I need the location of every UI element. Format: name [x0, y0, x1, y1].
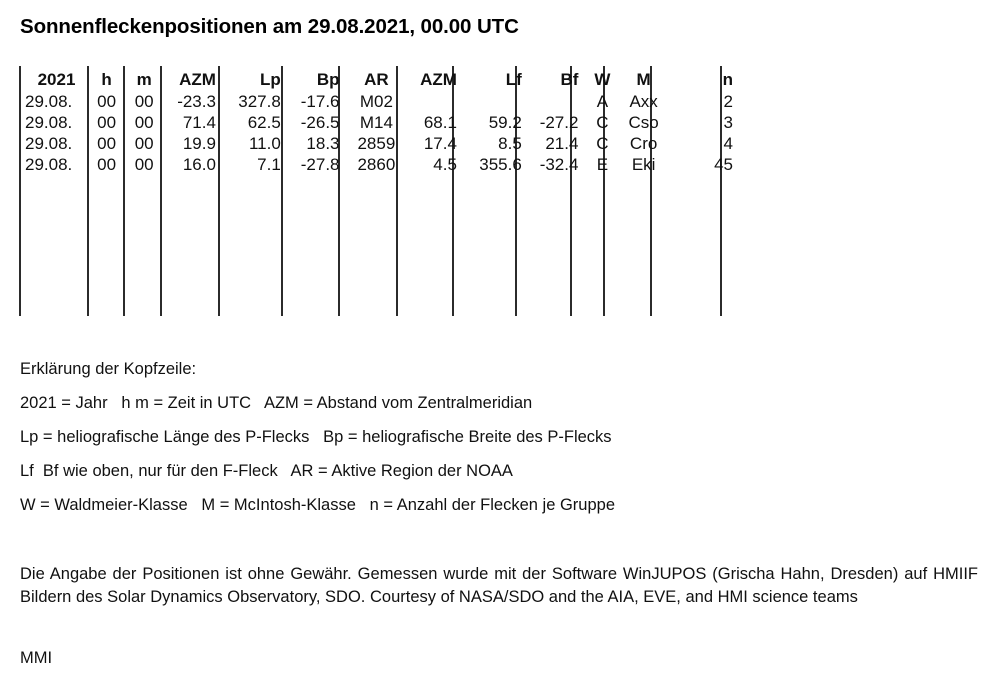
page-title: Sonnenfleckenpositionen am 29.08.2021, 00.00 UTC: [20, 15, 519, 38]
cell-w: C: [596, 113, 609, 132]
column-header-h: h: [101, 70, 112, 89]
signature: MMI: [20, 649, 53, 667]
column-header-azmp: AZM: [179, 70, 216, 89]
cell-lp: 62.5: [247, 113, 281, 132]
cell-ar: 2859: [357, 134, 396, 153]
cell-azmf: 68.1: [423, 113, 457, 132]
cell-azmf: 17.4: [423, 134, 457, 153]
legend-line-1: 2021 = Jahr h m = Zeit in UTC AZM = Abstand vom Zentralmeridian: [20, 394, 533, 412]
cell-m: 00: [134, 113, 154, 132]
column-header-ar: AR: [364, 70, 389, 89]
cell-azmf: [406, 91, 464, 112]
cell-lp: 7.1: [257, 155, 281, 174]
cell-lf: [464, 91, 529, 112]
cell-m: 00: [134, 92, 154, 111]
sunspot-position-table: [18, 66, 740, 316]
cell-m2: Cro: [629, 134, 658, 153]
table-header-row: [18, 66, 740, 91]
cell-n: 3: [723, 113, 733, 132]
cell-m2: Cso: [628, 113, 659, 132]
cell-ar: M02: [359, 92, 393, 111]
cell-date: 29.08.: [25, 92, 73, 111]
cell-n: 4: [723, 134, 733, 153]
cell-lf: 355.6: [479, 155, 522, 174]
cell-h: 00: [97, 134, 117, 153]
cell-date: 29.08.: [25, 134, 73, 153]
cell-lp: 327.8: [238, 92, 281, 111]
cell-h: 00: [97, 92, 117, 111]
cell-azmp: 71.4: [182, 113, 216, 132]
cell-bf: [529, 91, 586, 112]
column-header-n: n: [722, 70, 733, 89]
table-row: [18, 133, 740, 154]
cell-h: 00: [97, 155, 117, 174]
column-header-lp: Lp: [260, 70, 281, 89]
cell-ar: 2860: [357, 155, 396, 174]
cell-azmf: 4.5: [433, 155, 457, 174]
table-grid: [18, 66, 740, 175]
disclaimer-section: [20, 563, 978, 609]
legend-line-3: Lf Bf wie oben, nur für den F-Fleck AR = Aktive Region der NOAA: [20, 462, 513, 480]
cell-n: 45: [714, 155, 733, 174]
column-header-m: m: [136, 70, 152, 89]
column-header-date: 2021: [37, 70, 76, 89]
table-row: [18, 154, 740, 175]
cell-m: 00: [134, 134, 154, 153]
cell-bf: -27.2: [539, 113, 579, 132]
cell-w: E: [596, 155, 609, 174]
cell-bp: -27.8: [300, 155, 340, 174]
cell-azmp: 19.9: [182, 134, 216, 153]
legend-line-2: Lp = heliografische Länge des P-Flecks Bp = heliografische Breite des P-Flecks: [20, 428, 612, 446]
legend-line-4: W = Waldmeier-Klasse M = McIntosh-Klasse n = Anzahl der Flecken je Gruppe: [20, 496, 616, 514]
cell-m: 00: [134, 155, 154, 174]
cell-lf: 8.5: [498, 134, 522, 153]
cell-bp: -26.5: [300, 113, 340, 132]
cell-w: C: [596, 134, 609, 153]
column-header-m2: M: [636, 70, 651, 89]
column-header-bp: Bp: [316, 70, 340, 89]
legend-heading: Erklärung der Kopfzeile:: [20, 360, 197, 378]
cell-m2: Axx: [629, 92, 658, 111]
cell-lf: 59.2: [488, 113, 522, 132]
cell-date: 29.08.: [25, 155, 73, 174]
column-header-lf: Lf: [505, 70, 522, 89]
table-row: [18, 91, 740, 112]
column-header-bf: Bf: [560, 70, 579, 89]
cell-w: A: [596, 92, 609, 111]
header-legend-section: [20, 352, 820, 522]
cell-bp: -17.6: [300, 92, 340, 111]
cell-m2: Eki: [631, 155, 656, 174]
cell-lp: 11.0: [248, 134, 281, 153]
cell-bp: 18.3: [306, 134, 340, 153]
column-header-azmf: AZM: [420, 70, 457, 89]
cell-h: 00: [97, 113, 117, 132]
cell-bf: -32.4: [539, 155, 579, 174]
cell-azmp: 16.0: [182, 155, 216, 174]
disclaimer-text: Die Angabe der Positionen ist ohne Gewähr. Gemessen wurde mit der Software WinJUPOS (Grischa Hahn, Dresden) auf HMIIF Bildern des Solar Dynamics Observatory, SDO. Courtesy of NASA/SDO and the AIA, EVE, and HMI science teams: [20, 565, 978, 606]
cell-azmp: -23.3: [177, 92, 216, 111]
cell-date: 29.08.: [25, 113, 73, 132]
table-row: [18, 112, 740, 133]
cell-n: 2: [723, 92, 733, 111]
cell-bf: 21.4: [545, 134, 579, 153]
column-header-w: W: [594, 70, 611, 89]
cell-ar: M14: [359, 113, 393, 132]
